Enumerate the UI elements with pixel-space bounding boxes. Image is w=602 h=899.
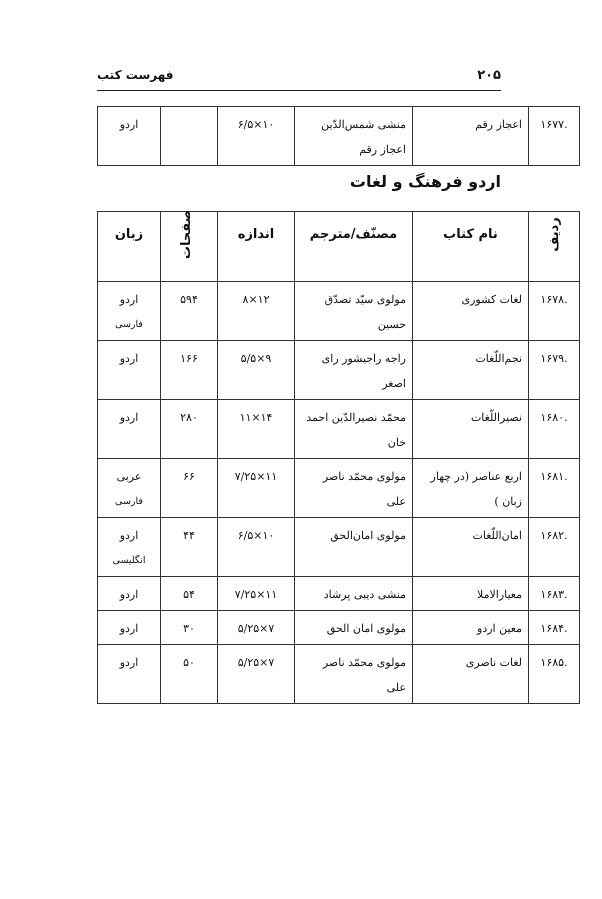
cell-title: اعجاز رقم (413, 107, 529, 166)
cell-author: مولوی محمّد ناصر علی (295, 459, 413, 518)
cell-lang: اردو (98, 107, 161, 166)
cell-lang-secondary: فارسی (115, 496, 143, 507)
cell-num: .۱۶۸۳ (529, 577, 580, 611)
cell-num: .۱۶۷۸ (529, 282, 580, 341)
cell-num: .۱۶۷۹ (529, 341, 580, 400)
cell-pages: ۶۶ (161, 459, 218, 518)
cell-lang (98, 400, 161, 459)
cell-title: معین اردو (413, 611, 529, 645)
cell-pages (161, 107, 218, 166)
table-row (98, 107, 580, 166)
cell-pages: ۴۴ (161, 518, 218, 577)
table-row (98, 577, 580, 611)
header-size: اندازه (218, 212, 295, 282)
header-rule (97, 90, 501, 91)
cell-author: منشی دیبی پرشاد (295, 577, 413, 611)
cell-title: نصیراللّغات (413, 400, 529, 459)
cell-lang (98, 459, 161, 518)
cell-num: .۱۶۸۰ (529, 400, 580, 459)
header-author: مصنّف/مترجم (295, 212, 413, 282)
cell-size: ۱۴×۱۱ (218, 400, 295, 459)
cell-lang-primary: اردو (119, 622, 139, 635)
cell-lang-primary: اردو (119, 293, 139, 306)
continuation-table-body (98, 107, 580, 166)
cell-size: ۱۱×۷/۲۵ (218, 577, 295, 611)
cell-size: ۱۰×۶/۵ (218, 107, 295, 166)
cell-title: لغات ناصری (413, 645, 529, 704)
catalog-table-header (98, 209, 580, 282)
catalog-table (97, 211, 580, 704)
cell-title: معیارالاملا (413, 577, 529, 611)
cell-lang (98, 341, 161, 400)
cell-pages: ۵۹۴ (161, 282, 218, 341)
cell-lang-secondary: انگلیسی (112, 555, 146, 566)
cell-lang-primary: اردو (119, 588, 139, 601)
cell-lang-secondary: فارسی (115, 319, 143, 330)
cell-author: مولوی امان‌الحق (295, 518, 413, 577)
header-pages: صفحات (161, 212, 218, 282)
cell-lang (98, 282, 161, 341)
cell-size: ۱۱×۷/۲۵ (218, 459, 295, 518)
page-number: ۲۰۵ (477, 67, 501, 83)
header-row (98, 212, 580, 282)
cell-pages: ۵۴ (161, 577, 218, 611)
section-heading: اردو فرهنگ و لغات (349, 172, 501, 191)
cell-lang (98, 611, 161, 645)
header-title: نام کتاب (413, 212, 529, 282)
cell-lang-primary: اردو (119, 656, 139, 669)
table-row (98, 459, 580, 518)
cell-size: ۱۰×۶/۵ (218, 518, 295, 577)
cell-title: امان‌اللّغات (413, 518, 529, 577)
continuation-table (97, 106, 580, 166)
cell-lang-primary: اردو (119, 352, 139, 365)
header-lang: زبان (98, 212, 161, 282)
cell-author: راجه راجیشور رای اصغر (295, 341, 413, 400)
cell-num: .۱۶۸۲ (529, 518, 580, 577)
cell-num: .۱۶۸۴ (529, 611, 580, 645)
cell-num: .۱۶۸۵ (529, 645, 580, 704)
table-row (98, 645, 580, 704)
cell-size: ۷×۵/۲۵ (218, 611, 295, 645)
cell-title: لغات کشوری (413, 282, 529, 341)
cell-author: مولوی امان الحق (295, 611, 413, 645)
cell-lang (98, 645, 161, 704)
cell-title: نجم‌اللّغات (413, 341, 529, 400)
catalog-table-body (98, 282, 580, 704)
cell-pages: ۱۶۶ (161, 341, 218, 400)
table-row (98, 341, 580, 400)
cell-author: مولوی سیّد تصدّق حسین (295, 282, 413, 341)
running-header (97, 62, 501, 88)
table-row (98, 282, 580, 341)
cell-lang (98, 577, 161, 611)
cell-lang (98, 518, 161, 577)
cell-lang-primary: اردو (119, 411, 139, 424)
cell-size: ۷×۵/۲۵ (218, 645, 295, 704)
cell-title: اربع عناصر (در چهار زبان ) (413, 459, 529, 518)
table-row (98, 518, 580, 577)
cell-author: مولوی محمّد ناصر علی (295, 645, 413, 704)
table-row (98, 611, 580, 645)
cell-size: ۹×۵/۵ (218, 341, 295, 400)
cell-pages: ۵۰ (161, 645, 218, 704)
cell-author: منشی شمس‌الدّین اعجاز رقم (295, 107, 413, 166)
cell-author: محمّد نصیرالدّین احمد خان (295, 400, 413, 459)
header-num: ردیف (529, 212, 580, 282)
cell-lang-primary: اردو (119, 529, 139, 542)
running-title: فهرست کتب (97, 68, 174, 82)
cell-num: .۱۶۷۷ (529, 107, 580, 166)
cell-size: ۱۲×۸ (218, 282, 295, 341)
cell-num: .۱۶۸۱ (529, 459, 580, 518)
cell-pages: ۳۰ (161, 611, 218, 645)
table-row (98, 400, 580, 459)
cell-lang-primary: عربی (116, 470, 142, 483)
cell-pages: ۲۸۰ (161, 400, 218, 459)
